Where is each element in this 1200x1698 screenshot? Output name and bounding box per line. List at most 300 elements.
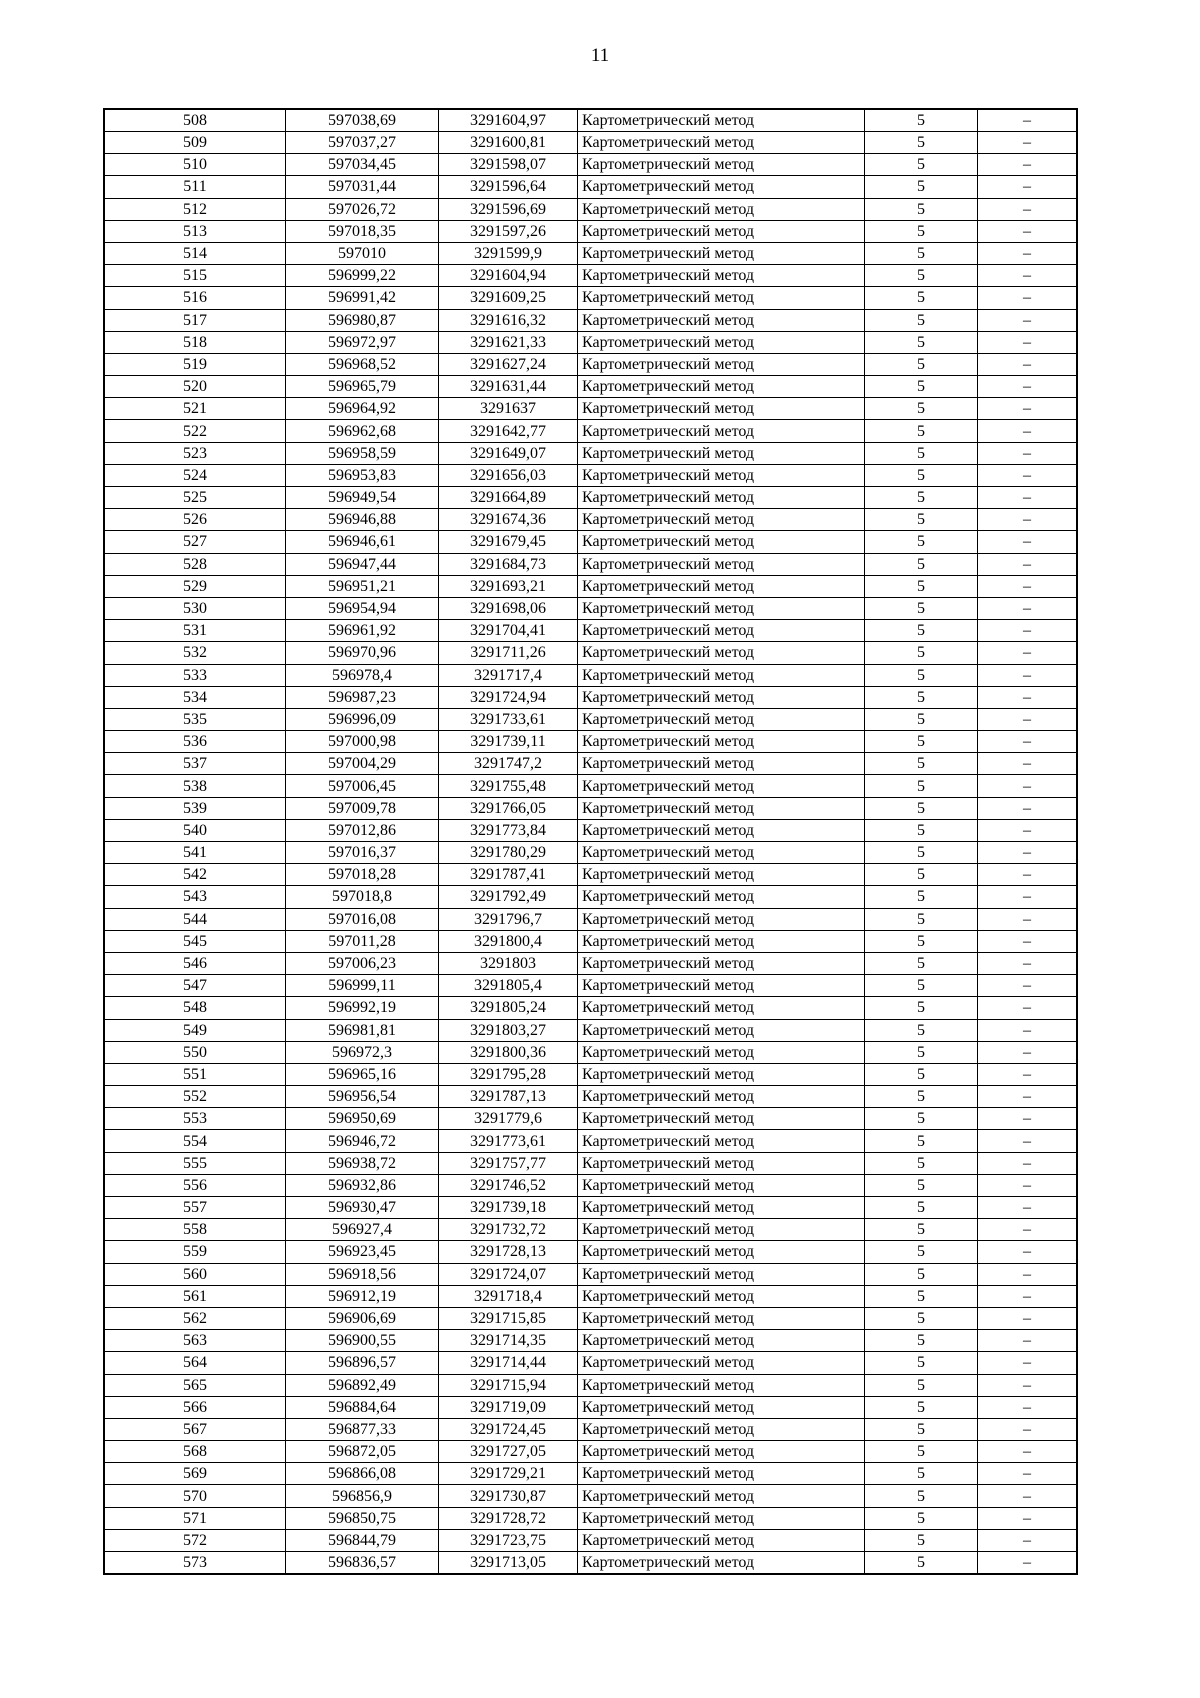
x-coordinate-cell: 596968,52	[286, 353, 439, 375]
accuracy-cell: 5	[865, 353, 978, 375]
table-row	[104, 398, 1077, 420]
method-cell: Картометрический метод	[578, 1485, 865, 1507]
method-cell: Картометрический метод	[578, 908, 865, 930]
description-cell: –	[978, 1441, 1078, 1463]
point-number-cell: 540	[104, 819, 286, 841]
point-number-cell: 564	[104, 1352, 286, 1374]
description-cell: –	[978, 819, 1078, 841]
point-number-cell: 546	[104, 952, 286, 974]
accuracy-cell: 5	[865, 531, 978, 553]
y-coordinate-cell: 3291604,94	[439, 265, 578, 287]
point-number-cell: 559	[104, 1241, 286, 1263]
y-coordinate-cell: 3291803	[439, 952, 578, 974]
table-row	[104, 753, 1077, 775]
method-cell: Картометрический метод	[578, 1019, 865, 1041]
point-number-cell: 533	[104, 664, 286, 686]
y-coordinate-cell: 3291723,75	[439, 1529, 578, 1551]
point-number-cell: 560	[104, 1263, 286, 1285]
description-cell: –	[978, 1374, 1078, 1396]
table-row	[104, 864, 1077, 886]
point-number-cell: 551	[104, 1063, 286, 1085]
method-cell: Картометрический метод	[578, 664, 865, 686]
accuracy-cell: 5	[865, 109, 978, 132]
accuracy-cell: 5	[865, 597, 978, 619]
table-row	[104, 975, 1077, 997]
x-coordinate-cell: 597016,37	[286, 842, 439, 864]
y-coordinate-cell: 3291779,6	[439, 1108, 578, 1130]
point-number-cell: 542	[104, 864, 286, 886]
accuracy-cell: 5	[865, 1263, 978, 1285]
description-cell: –	[978, 1418, 1078, 1440]
table-row	[104, 265, 1077, 287]
accuracy-cell: 5	[865, 287, 978, 309]
method-cell: Картометрический метод	[578, 1330, 865, 1352]
method-cell: Картометрический метод	[578, 464, 865, 486]
method-cell: Картометрический метод	[578, 1219, 865, 1241]
y-coordinate-cell: 3291637	[439, 398, 578, 420]
description-cell: –	[978, 198, 1078, 220]
y-coordinate-cell: 3291728,72	[439, 1507, 578, 1529]
y-coordinate-cell: 3291739,11	[439, 731, 578, 753]
point-number-cell: 532	[104, 642, 286, 664]
description-cell: –	[978, 1108, 1078, 1130]
point-number-cell: 535	[104, 708, 286, 730]
method-cell: Картометрический метод	[578, 376, 865, 398]
y-coordinate-cell: 3291597,26	[439, 220, 578, 242]
x-coordinate-cell: 596964,92	[286, 398, 439, 420]
accuracy-cell: 5	[865, 154, 978, 176]
x-coordinate-cell: 596866,08	[286, 1463, 439, 1485]
accuracy-cell: 5	[865, 1130, 978, 1152]
y-coordinate-cell: 3291805,24	[439, 997, 578, 1019]
y-coordinate-cell: 3291715,94	[439, 1374, 578, 1396]
x-coordinate-cell: 596972,3	[286, 1041, 439, 1063]
x-coordinate-cell: 596999,22	[286, 265, 439, 287]
x-coordinate-cell: 596947,44	[286, 553, 439, 575]
point-number-cell: 570	[104, 1485, 286, 1507]
y-coordinate-cell: 3291719,09	[439, 1396, 578, 1418]
point-number-cell: 525	[104, 487, 286, 509]
method-cell: Картометрический метод	[578, 1263, 865, 1285]
table-row	[104, 1529, 1077, 1551]
point-number-cell: 544	[104, 908, 286, 930]
accuracy-cell: 5	[865, 708, 978, 730]
x-coordinate-cell: 596996,09	[286, 708, 439, 730]
x-coordinate-cell: 596923,45	[286, 1241, 439, 1263]
description-cell: –	[978, 1219, 1078, 1241]
y-coordinate-cell: 3291604,97	[439, 109, 578, 132]
table-row	[104, 464, 1077, 486]
description-cell: –	[978, 287, 1078, 309]
table-row	[104, 1307, 1077, 1329]
point-number-cell: 554	[104, 1130, 286, 1152]
accuracy-cell: 5	[865, 487, 978, 509]
y-coordinate-cell: 3291718,4	[439, 1285, 578, 1307]
table-row	[104, 220, 1077, 242]
point-number-cell: 557	[104, 1197, 286, 1219]
description-cell: –	[978, 464, 1078, 486]
method-cell: Картометрический метод	[578, 132, 865, 154]
accuracy-cell: 5	[865, 1396, 978, 1418]
x-coordinate-cell: 597018,28	[286, 864, 439, 886]
y-coordinate-cell: 3291714,35	[439, 1330, 578, 1352]
method-cell: Картометрический метод	[578, 952, 865, 974]
accuracy-cell: 5	[865, 1019, 978, 1041]
method-cell: Картометрический метод	[578, 198, 865, 220]
accuracy-cell: 5	[865, 819, 978, 841]
description-cell: –	[978, 664, 1078, 686]
point-number-cell: 562	[104, 1307, 286, 1329]
method-cell: Картометрический метод	[578, 353, 865, 375]
x-coordinate-cell: 597009,78	[286, 797, 439, 819]
accuracy-cell: 5	[865, 553, 978, 575]
x-coordinate-cell: 596950,69	[286, 1108, 439, 1130]
accuracy-cell: 5	[865, 309, 978, 331]
y-coordinate-cell: 3291780,29	[439, 842, 578, 864]
accuracy-cell: 5	[865, 1197, 978, 1219]
x-coordinate-cell: 596927,4	[286, 1219, 439, 1241]
x-coordinate-cell: 596951,21	[286, 575, 439, 597]
accuracy-cell: 5	[865, 775, 978, 797]
point-number-cell: 565	[104, 1374, 286, 1396]
point-number-cell: 548	[104, 997, 286, 1019]
x-coordinate-cell: 596970,96	[286, 642, 439, 664]
method-cell: Картометрический метод	[578, 309, 865, 331]
x-coordinate-cell: 596980,87	[286, 309, 439, 331]
y-coordinate-cell: 3291746,52	[439, 1174, 578, 1196]
description-cell: –	[978, 620, 1078, 642]
y-coordinate-cell: 3291773,84	[439, 819, 578, 841]
table-row	[104, 1552, 1077, 1575]
x-coordinate-cell: 596844,79	[286, 1529, 439, 1551]
point-number-cell: 527	[104, 531, 286, 553]
description-cell: –	[978, 176, 1078, 198]
x-coordinate-cell: 596949,54	[286, 487, 439, 509]
x-coordinate-cell: 597006,45	[286, 775, 439, 797]
accuracy-cell: 5	[865, 176, 978, 198]
point-number-cell: 524	[104, 464, 286, 486]
point-number-cell: 549	[104, 1019, 286, 1041]
table-row	[104, 997, 1077, 1019]
y-coordinate-cell: 3291631,44	[439, 376, 578, 398]
y-coordinate-cell: 3291803,27	[439, 1019, 578, 1041]
method-cell: Картометрический метод	[578, 1463, 865, 1485]
method-cell: Картометрический метод	[578, 331, 865, 353]
point-number-cell: 522	[104, 420, 286, 442]
table-row	[104, 1063, 1077, 1085]
table-row	[104, 509, 1077, 531]
accuracy-cell: 5	[865, 1418, 978, 1440]
accuracy-cell: 5	[865, 1285, 978, 1307]
method-cell: Картометрический метод	[578, 154, 865, 176]
description-cell: –	[978, 154, 1078, 176]
point-number-cell: 519	[104, 353, 286, 375]
method-cell: Картометрический метод	[578, 1152, 865, 1174]
y-coordinate-cell: 3291795,28	[439, 1063, 578, 1085]
y-coordinate-cell: 3291627,24	[439, 353, 578, 375]
x-coordinate-cell: 597000,98	[286, 731, 439, 753]
method-cell: Картометрический метод	[578, 1441, 865, 1463]
description-cell: –	[978, 553, 1078, 575]
description-cell: –	[978, 1352, 1078, 1374]
table-row	[104, 1352, 1077, 1374]
method-cell: Картометрический метод	[578, 1529, 865, 1551]
method-cell: Картометрический метод	[578, 176, 865, 198]
table-row	[104, 1197, 1077, 1219]
table-row	[104, 664, 1077, 686]
method-cell: Картометрический метод	[578, 420, 865, 442]
point-number-cell: 508	[104, 109, 286, 132]
table-row	[104, 1330, 1077, 1352]
description-cell: –	[978, 265, 1078, 287]
accuracy-cell: 5	[865, 975, 978, 997]
table-row	[104, 1108, 1077, 1130]
description-cell: –	[978, 242, 1078, 264]
description-cell: –	[978, 376, 1078, 398]
x-coordinate-cell: 596896,57	[286, 1352, 439, 1374]
description-cell: –	[978, 842, 1078, 864]
accuracy-cell: 5	[865, 1352, 978, 1374]
method-cell: Картометрический метод	[578, 398, 865, 420]
coordinates-table	[103, 108, 1078, 1575]
method-cell: Картометрический метод	[578, 1396, 865, 1418]
table-row	[104, 154, 1077, 176]
point-number-cell: 568	[104, 1441, 286, 1463]
table-row	[104, 1396, 1077, 1418]
point-number-cell: 536	[104, 731, 286, 753]
point-number-cell: 556	[104, 1174, 286, 1196]
point-number-cell: 538	[104, 775, 286, 797]
point-number-cell: 545	[104, 930, 286, 952]
description-cell: –	[978, 1285, 1078, 1307]
y-coordinate-cell: 3291598,07	[439, 154, 578, 176]
point-number-cell: 529	[104, 575, 286, 597]
y-coordinate-cell: 3291596,69	[439, 198, 578, 220]
description-cell: –	[978, 1241, 1078, 1263]
method-cell: Картометрический метод	[578, 287, 865, 309]
accuracy-cell: 5	[865, 220, 978, 242]
method-cell: Картометрический метод	[578, 1063, 865, 1085]
point-number-cell: 511	[104, 176, 286, 198]
description-cell: –	[978, 952, 1078, 974]
description-cell: –	[978, 220, 1078, 242]
y-coordinate-cell: 3291711,26	[439, 642, 578, 664]
x-coordinate-cell: 596978,4	[286, 664, 439, 686]
description-cell: –	[978, 1197, 1078, 1219]
description-cell: –	[978, 353, 1078, 375]
accuracy-cell: 5	[865, 442, 978, 464]
x-coordinate-cell: 596932,86	[286, 1174, 439, 1196]
table-row	[104, 1441, 1077, 1463]
accuracy-cell: 5	[865, 1330, 978, 1352]
y-coordinate-cell: 3291805,4	[439, 975, 578, 997]
accuracy-cell: 5	[865, 420, 978, 442]
method-cell: Картометрический метод	[578, 1552, 865, 1575]
y-coordinate-cell: 3291733,61	[439, 708, 578, 730]
accuracy-cell: 5	[865, 509, 978, 531]
table-row	[104, 819, 1077, 841]
y-coordinate-cell: 3291730,87	[439, 1485, 578, 1507]
table-row	[104, 353, 1077, 375]
accuracy-cell: 5	[865, 1374, 978, 1396]
table-row	[104, 242, 1077, 264]
accuracy-cell: 5	[865, 930, 978, 952]
y-coordinate-cell: 3291739,18	[439, 1197, 578, 1219]
method-cell: Картометрический метод	[578, 265, 865, 287]
x-coordinate-cell: 596938,72	[286, 1152, 439, 1174]
table-row	[104, 1174, 1077, 1196]
point-number-cell: 516	[104, 287, 286, 309]
x-coordinate-cell: 596912,19	[286, 1285, 439, 1307]
method-cell: Картометрический метод	[578, 220, 865, 242]
table-row	[104, 1463, 1077, 1485]
method-cell: Картометрический метод	[578, 842, 865, 864]
accuracy-cell: 5	[865, 1307, 978, 1329]
accuracy-cell: 5	[865, 464, 978, 486]
y-coordinate-cell: 3291609,25	[439, 287, 578, 309]
point-number-cell: 571	[104, 1507, 286, 1529]
method-cell: Картометрический метод	[578, 1174, 865, 1196]
table-row	[104, 1241, 1077, 1263]
method-cell: Картометрический метод	[578, 487, 865, 509]
y-coordinate-cell: 3291800,4	[439, 930, 578, 952]
table-row	[104, 1485, 1077, 1507]
table-row	[104, 553, 1077, 575]
x-coordinate-cell: 596965,16	[286, 1063, 439, 1085]
x-coordinate-cell: 596836,57	[286, 1552, 439, 1575]
y-coordinate-cell: 3291724,07	[439, 1263, 578, 1285]
method-cell: Картометрический метод	[578, 930, 865, 952]
x-coordinate-cell: 596954,94	[286, 597, 439, 619]
table-row	[104, 1507, 1077, 1529]
description-cell: –	[978, 1019, 1078, 1041]
method-cell: Картометрический метод	[578, 731, 865, 753]
description-cell: –	[978, 1330, 1078, 1352]
x-coordinate-cell: 596900,55	[286, 1330, 439, 1352]
method-cell: Картометрический метод	[578, 1086, 865, 1108]
x-coordinate-cell: 597034,45	[286, 154, 439, 176]
point-number-cell: 552	[104, 1086, 286, 1108]
x-coordinate-cell: 597026,72	[286, 198, 439, 220]
y-coordinate-cell: 3291599,9	[439, 242, 578, 264]
table-row	[104, 1374, 1077, 1396]
table-row	[104, 620, 1077, 642]
accuracy-cell: 5	[865, 132, 978, 154]
point-number-cell: 543	[104, 886, 286, 908]
y-coordinate-cell: 3291704,41	[439, 620, 578, 642]
method-cell: Картометрический метод	[578, 1130, 865, 1152]
accuracy-cell: 5	[865, 1463, 978, 1485]
table-row	[104, 176, 1077, 198]
point-number-cell: 573	[104, 1552, 286, 1575]
x-coordinate-cell: 596946,61	[286, 531, 439, 553]
x-coordinate-cell: 596987,23	[286, 686, 439, 708]
table-row	[104, 708, 1077, 730]
method-cell: Картометрический метод	[578, 819, 865, 841]
x-coordinate-cell: 596884,64	[286, 1396, 439, 1418]
description-cell: –	[978, 1396, 1078, 1418]
accuracy-cell: 5	[865, 1441, 978, 1463]
table-row	[104, 420, 1077, 442]
description-cell: –	[978, 797, 1078, 819]
point-number-cell: 523	[104, 442, 286, 464]
x-coordinate-cell: 596906,69	[286, 1307, 439, 1329]
table-row	[104, 686, 1077, 708]
point-number-cell: 572	[104, 1529, 286, 1551]
accuracy-cell: 5	[865, 753, 978, 775]
y-coordinate-cell: 3291755,48	[439, 775, 578, 797]
description-cell: –	[978, 886, 1078, 908]
description-cell: –	[978, 1130, 1078, 1152]
method-cell: Картометрический метод	[578, 597, 865, 619]
y-coordinate-cell: 3291616,32	[439, 309, 578, 331]
accuracy-cell: 5	[865, 398, 978, 420]
y-coordinate-cell: 3291715,85	[439, 1307, 578, 1329]
y-coordinate-cell: 3291642,77	[439, 420, 578, 442]
y-coordinate-cell: 3291621,33	[439, 331, 578, 353]
description-cell: –	[978, 1263, 1078, 1285]
point-number-cell: 567	[104, 1418, 286, 1440]
y-coordinate-cell: 3291787,41	[439, 864, 578, 886]
x-coordinate-cell: 596991,42	[286, 287, 439, 309]
method-cell: Картометрический метод	[578, 1108, 865, 1130]
point-number-cell: 528	[104, 553, 286, 575]
method-cell: Картометрический метод	[578, 686, 865, 708]
y-coordinate-cell: 3291674,36	[439, 509, 578, 531]
x-coordinate-cell: 597038,69	[286, 109, 439, 132]
y-coordinate-cell: 3291800,36	[439, 1041, 578, 1063]
x-coordinate-cell: 596930,47	[286, 1197, 439, 1219]
point-number-cell: 569	[104, 1463, 286, 1485]
accuracy-cell: 5	[865, 842, 978, 864]
point-number-cell: 510	[104, 154, 286, 176]
description-cell: –	[978, 597, 1078, 619]
method-cell: Картометрический метод	[578, 1374, 865, 1396]
description-cell: –	[978, 132, 1078, 154]
table-row	[104, 1041, 1077, 1063]
y-coordinate-cell: 3291796,7	[439, 908, 578, 930]
table-row	[104, 1130, 1077, 1152]
y-coordinate-cell: 3291717,4	[439, 664, 578, 686]
accuracy-cell: 5	[865, 1552, 978, 1575]
x-coordinate-cell: 597006,23	[286, 952, 439, 974]
point-number-cell: 513	[104, 220, 286, 242]
point-number-cell: 521	[104, 398, 286, 420]
point-number-cell: 550	[104, 1041, 286, 1063]
description-cell: –	[978, 686, 1078, 708]
x-coordinate-cell: 596946,72	[286, 1130, 439, 1152]
table-row	[104, 132, 1077, 154]
description-cell: –	[978, 775, 1078, 797]
point-number-cell: 566	[104, 1396, 286, 1418]
description-cell: –	[978, 1307, 1078, 1329]
x-coordinate-cell: 596999,11	[286, 975, 439, 997]
description-cell: –	[978, 1552, 1078, 1575]
method-cell: Картометрический метод	[578, 1041, 865, 1063]
x-coordinate-cell: 597010	[286, 242, 439, 264]
point-number-cell: 563	[104, 1330, 286, 1352]
x-coordinate-cell: 597037,27	[286, 132, 439, 154]
method-cell: Картометрический метод	[578, 1507, 865, 1529]
table-row	[104, 287, 1077, 309]
point-number-cell: 530	[104, 597, 286, 619]
method-cell: Картометрический метод	[578, 242, 865, 264]
point-number-cell: 526	[104, 509, 286, 531]
point-number-cell: 520	[104, 376, 286, 398]
table-row	[104, 1019, 1077, 1041]
method-cell: Картометрический метод	[578, 553, 865, 575]
page-number: 11	[590, 45, 610, 66]
